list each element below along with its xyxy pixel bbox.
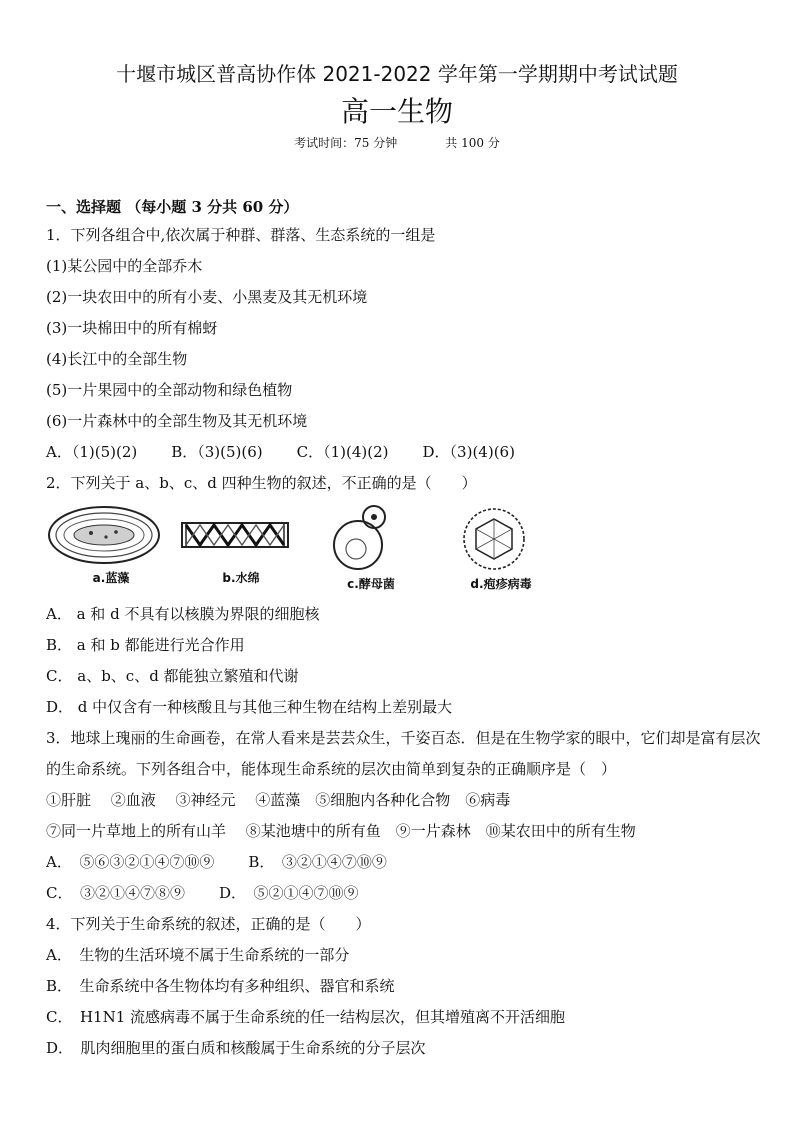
question-3-options [46, 847, 766, 878]
subject-title: 高一生物 [340, 95, 453, 128]
question-4-stem: 4．下列关于生命系统的叙述，正确的是（ ） [46, 915, 371, 933]
option-a[interactable]: A． 生物的生活环境不属于生命系统的一部分 [46, 946, 350, 964]
option-d[interactable]: D． 肌肉细胞里的蛋白质和核酸属于生命系统的分子层次 [46, 1039, 426, 1057]
figure-yeast [306, 503, 436, 593]
figure-caption-d: d.疱疹病毒 [470, 577, 532, 591]
option-c[interactable]: C． a、b、c、d 都能独立繁殖和代谢 [46, 667, 299, 685]
question-3-options [46, 878, 766, 909]
exam-title: 十堰市城区普高协作体 2021-2022 学年第一学期期中考试试题 [116, 62, 678, 86]
spirogyra-icon [176, 503, 296, 567]
figure-caption-b: b.水绵 [222, 571, 260, 585]
option-c[interactable]: C．（1)(4)(2) [296, 443, 389, 461]
question-1-item: (2)一块农田中的所有小麦、小黑麦及其无机环境 [46, 288, 368, 306]
figure-cyanobacteria [46, 503, 176, 593]
option-c[interactable]: C． ③②①④⑦⑧⑨ [46, 884, 185, 902]
option-d[interactable]: D．（3)(4)(6) [422, 443, 515, 461]
question-1-stem: 1．下列各组合中,依次属于种群、群落、生态系统的一组是 [46, 226, 436, 244]
question-2-stem: 2．下列关于 a、b、c、d 四种生物的叙述，不正确的是（ ） [46, 474, 477, 492]
option-a[interactable]: A．（1)(5)(2) [46, 443, 138, 461]
question-3-stem: 3．地球上瑰丽的生命画卷，在常人看来是芸芸众生，千姿百态．但是在生物学家的眼中，它们却是富有层次的生命系统。下列各组合中，能体现生命系统的层次由简单到复杂的正确顺序是（ ） [46, 729, 761, 778]
option-b[interactable]: B．（3)(5)(6) [171, 443, 263, 461]
figure-caption-c: c.酵母菌 [347, 577, 395, 591]
question-1-item: (5)一片果园中的全部动物和绿色植物 [46, 381, 293, 399]
option-b[interactable]: B． a 和 b 都能进行光合作用 [46, 636, 245, 654]
option-d[interactable]: D． d 中仅含有一种核酸且与其他三种生物在结构上差别最大 [46, 698, 453, 716]
herpes-virus-icon [436, 503, 556, 573]
exam-info [0, 134, 794, 151]
option-a[interactable]: A． ⑤⑥③②①④⑦⑩⑨ [46, 853, 215, 871]
option-b[interactable]: B． ③②①④⑦⑩⑨ [248, 853, 387, 871]
cyanobacteria-icon [46, 503, 166, 567]
section-title: 一、选择题 （每小题 3 分共 60 分） [46, 198, 299, 216]
question-1-options [46, 437, 766, 468]
option-b[interactable]: B． 生命系统中各生物体均有多种组织、器官和系统 [46, 977, 395, 995]
question-1-item: (3)一块棉田中的所有棉蚜 [46, 319, 218, 337]
figure-herpes-virus [436, 503, 566, 593]
figure-spirogyra [176, 503, 306, 593]
figure-caption-a: a.蓝藻 [92, 571, 130, 585]
question-3-items: ⑦同一片草地上的所有山羊 ⑧某池塘中的所有鱼 ⑨一片森林 ⑩某农田中的所有生物 [46, 822, 636, 840]
option-c[interactable]: C． H1N1 流感病毒不属于生命系统的任一结构层次，但其增殖离不开活细胞 [46, 1008, 566, 1026]
question-1-item: (6)一片森林中的全部生物及其无机环境 [46, 412, 308, 430]
option-d[interactable]: D． ⑤②①④⑦⑩⑨ [218, 884, 359, 902]
question-1-item: (4)长江中的全部生物 [46, 350, 188, 368]
yeast-icon [306, 503, 426, 573]
question-list [46, 220, 766, 1064]
question-3-items: ①肝脏 ②血液 ③神经元 ④蓝藻 ⑤细胞内各种化合物 ⑥病毒 [46, 791, 511, 809]
exam-score: 共 100 分 [445, 136, 500, 150]
exam-time: 考试时间：75 分钟 [294, 136, 398, 150]
question-1-item: (1)某公园中的全部乔木 [46, 257, 203, 275]
organism-figures [46, 503, 766, 593]
option-a[interactable]: A． a 和 d 不具有以核膜为界限的细胞核 [46, 605, 320, 623]
